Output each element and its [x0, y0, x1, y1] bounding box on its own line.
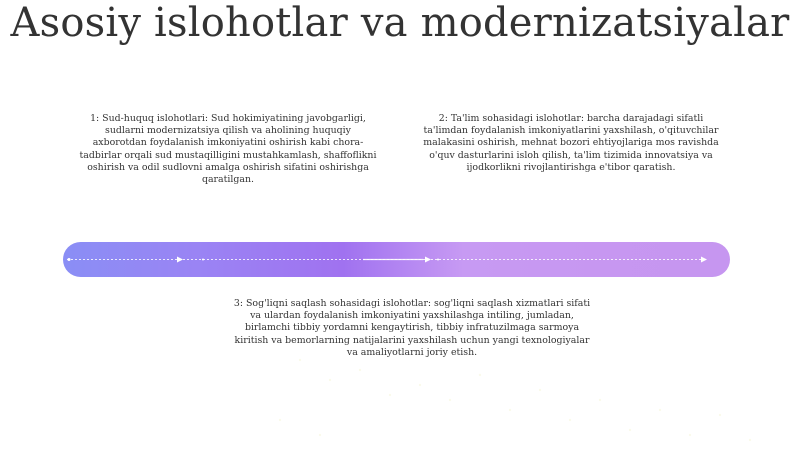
arrow-right-icon [177, 257, 183, 263]
timeline-bar [63, 242, 730, 277]
reform-text-judicial: 1: Sud-huquq islohotlari: Sud hokimiyatining javobgarligi, sudlarni modernizatsiya qilish va aholining huquqiy axborotdan foydalanish imkoniyatini oshirish kabi chora-tadbirlar orqali sud mustaqilligini mustahkamlash, shaffoflikni oshirish va odil sudlovni amalga oshirish sifatini oshirishga qaratilgan. [79, 113, 377, 186]
timeline-arrows [63, 242, 730, 277]
arrow-right-icon [701, 257, 707, 263]
timeline-node [202, 259, 204, 261]
timeline-node [437, 259, 439, 261]
arrow-right-icon [425, 257, 431, 263]
reform-text-education: 2: Ta'lim sohasidagi islohotlar: barcha darajadagi sifatli ta'limdan foydalanish imkoniyatlarini yaxshilash, o'qituvchilar malakasini oshirish, mehnat bozori ehtiyojlariga mos ravishda o'quv dasturlarini isloh qilish, ta'lim tizimida innovatsiya va ijodkorlikni rivojlantirishga e'tibor qaratish. [423, 113, 719, 173]
reform-text-healthcare: 3: Sog'liqni saqlash sohasidagi islohotlar: sog'liqni saqlash xizmatlari sifati va ulardan foydalanish imkoniyatini yaxshilashga intiling, jumladan, birlamchi tibbiy yordamni kengaytirish, tibbiy infratuzilmaga sarmoya kiritish va bemorlarning natijalarini yaxshilash uchun yangi texnologiyalar va amaliyotlarni joriy etish. [233, 298, 591, 358]
slide-title: Asosiy islohotlar va modernizatsiyalar [10, 0, 790, 46]
timeline-node [68, 258, 71, 261]
